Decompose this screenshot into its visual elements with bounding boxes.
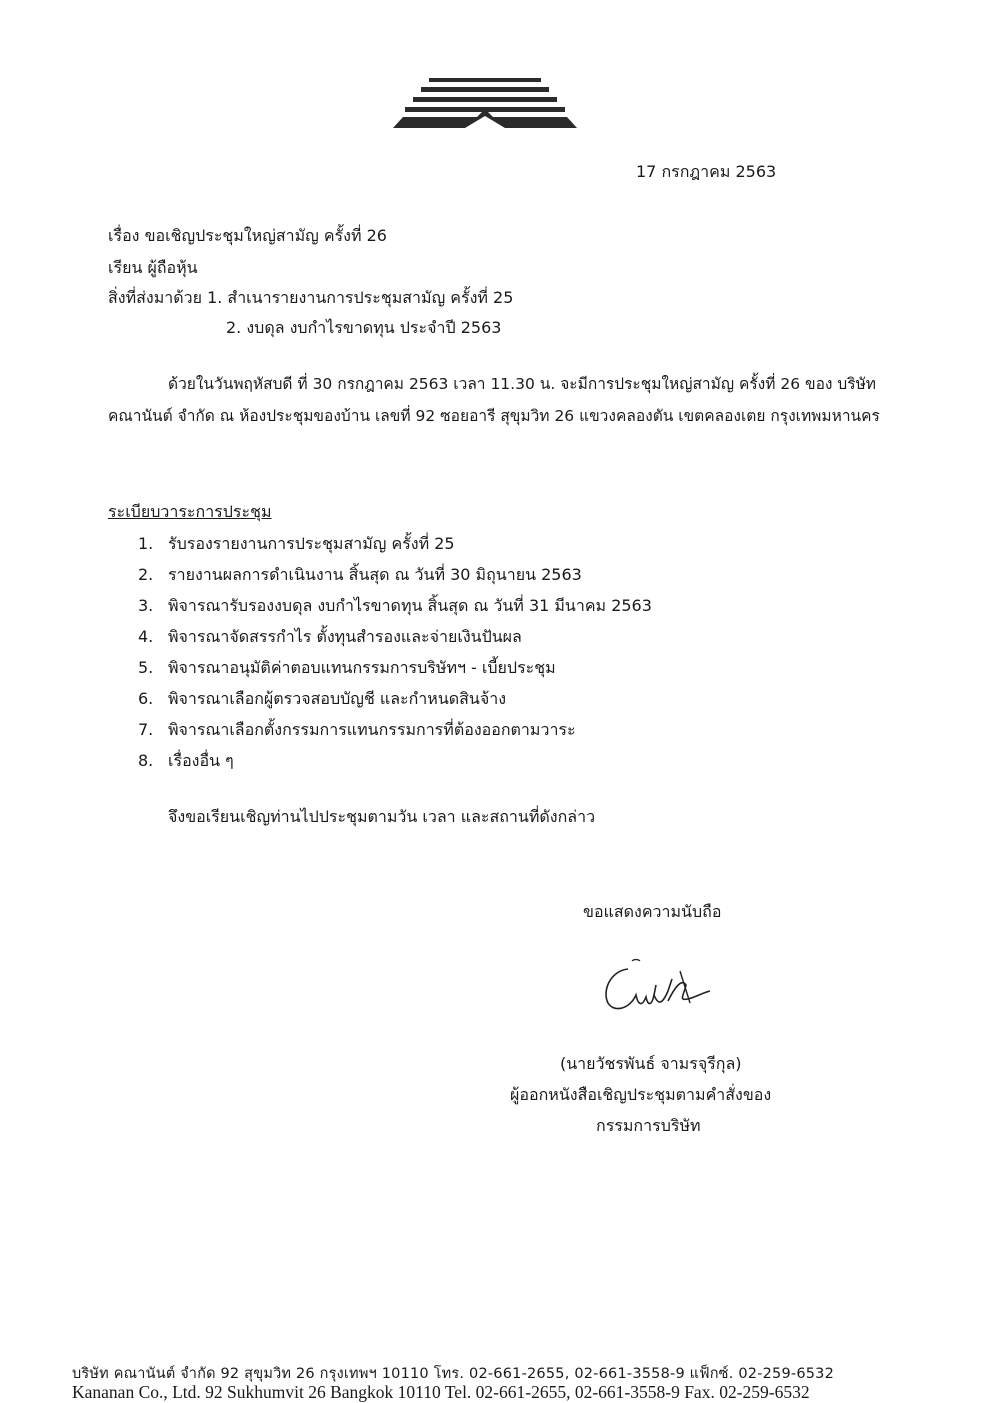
- signatory-title-line-1: ผู้ออกหนังสือเชิญประชุมตามคำสั่งของ: [510, 1085, 772, 1104]
- agenda-item-text: พิจารณาเลือกผู้ตรวจสอบบัญชี และกำหนดสินจ้าง: [168, 689, 507, 708]
- regards-text: ขอแสดงความนับถือ: [583, 902, 722, 921]
- agenda-item: [138, 745, 652, 776]
- agenda-item-number: 8.: [138, 751, 154, 770]
- agenda-item-text: รายงานผลการดำเนินงาน สิ้นสุด ณ วันที่ 30 มิถุนายน 2563: [168, 565, 582, 584]
- agenda-item: [138, 559, 652, 590]
- footer-thai-address: บริษัท คณานันต์ จำกัด 92 สุขุมวิท 26 กรุงเทพฯ 10110 โทร. 02-661-2655, 02-661-3558-9 แฟ็กซ์. 02-259-6532: [72, 1366, 835, 1382]
- agenda-title: ระเบียบวาระการประชุม: [108, 502, 272, 521]
- body-paragraph-text: ด้วยในวันพฤหัสบดี ที่ 30 กรกฎาคม 2563 เวลา 11.30 น. จะมีการประชุมใหญ่สามัญ ครั้งที่ 26 ของ บริษัท คณานันต์ จำกัด ณ ห้องประชุมของบ้าน เลขที่ 92 ซอยอารี สุขุมวิท 26 แขวงคลองตัน เขตคลองเตย กรุงเทพมหานคร: [108, 375, 880, 425]
- closing-sentence: จึงขอเรียนเชิญท่านไปประชุมตามวัน เวลา และสถานที่ดังกล่าว: [168, 807, 596, 826]
- agenda-item: [138, 714, 652, 745]
- signatory-name: (นายวัชรพันธ์ จามรจุรีกุล): [560, 1054, 742, 1073]
- agenda-item-text: พิจารณาเลือกตั้งกรรมการแทนกรรมการที่ต้องออกตามวาระ: [168, 720, 576, 739]
- agenda-item-number: 1.: [138, 534, 154, 553]
- agenda-list: [138, 528, 652, 776]
- handwritten-signature: [598, 955, 718, 1025]
- signatory-title-line-2: กรรมการบริษัท: [596, 1116, 701, 1135]
- enclosure-line-1: สิ่งที่ส่งมาด้วย 1. สำเนารายงานการประชุมสามัญ ครั้งที่ 25: [108, 288, 514, 307]
- agenda-item-number: 6.: [138, 689, 154, 708]
- agenda-item-number: 5.: [138, 658, 154, 677]
- subject-line: เรื่อง ขอเชิญประชุมใหญ่สามัญ ครั้งที่ 26: [108, 226, 387, 245]
- agenda-item-text: พิจารณาอนุมัติค่าตอบแทนกรรมการบริษัทฯ - เบี้ยประชุม: [168, 658, 556, 677]
- agenda-item-number: 3.: [138, 596, 154, 615]
- agenda-item: [138, 683, 652, 714]
- body-paragraph: [108, 368, 908, 432]
- agenda-item-text: พิจารณาจัดสรรกำไร ตั้งทุนสำรองและจ่ายเงินปันผล: [168, 627, 522, 646]
- recipient-line: เรียน ผู้ถือหุ้น: [108, 258, 198, 277]
- agenda-item-text: พิจารณารับรองงบดุล งบกำไรขาดทุน สิ้นสุด ณ วันที่ 31 มีนาคม 2563: [168, 596, 652, 615]
- footer-english-address: Kananan Co., Ltd. 92 Sukhumvit 26 Bangkok 10110 Tel. 02-661-2655, 02-661-3558-9 Fax. 02-259-6532: [72, 1382, 810, 1402]
- agenda-item-number: 7.: [138, 720, 154, 739]
- agenda-item-text: เรื่องอื่น ๆ: [168, 751, 234, 770]
- company-logo: [393, 78, 577, 128]
- agenda-item: [138, 590, 652, 621]
- agenda-item-number: 4.: [138, 627, 154, 646]
- agenda-item: [138, 528, 652, 559]
- letter-date: 17 กรกฎาคม 2563: [636, 162, 777, 181]
- enclosure-line-2: 2. งบดุล งบกำไรขาดทุน ประจำปี 2563: [226, 318, 502, 337]
- agenda-item-number: 2.: [138, 565, 154, 584]
- agenda-item: [138, 652, 652, 683]
- agenda-item: [138, 621, 652, 652]
- agenda-item-text: รับรองรายงานการประชุมสามัญ ครั้งที่ 25: [168, 534, 455, 553]
